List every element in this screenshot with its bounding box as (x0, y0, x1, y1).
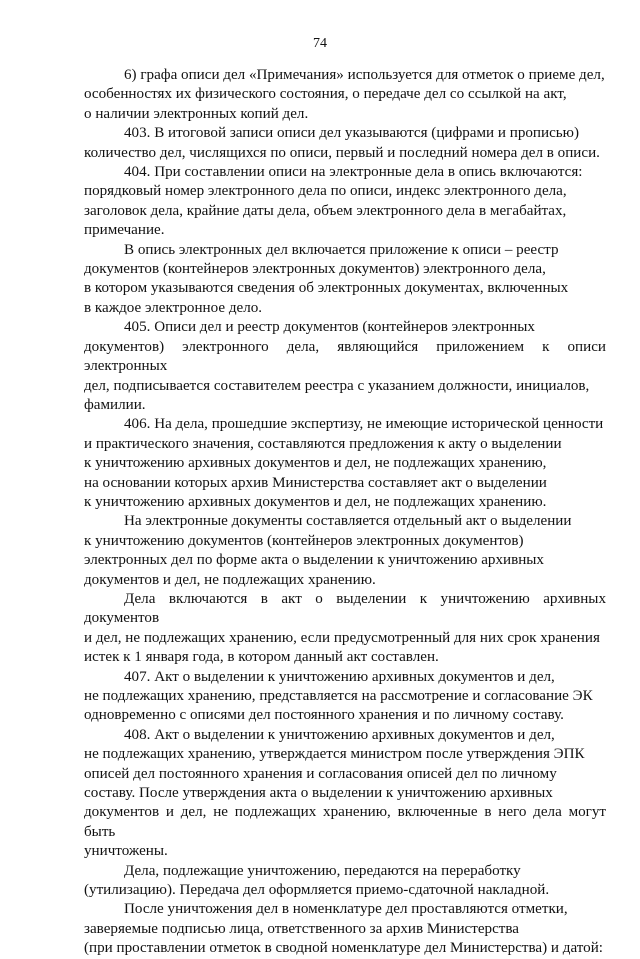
paragraph-406-inclusion: Дела включаются в акт о выделении к уничтожению архивных документов и дел, не подлежащих хранению, если предусмотренный для них срок хранения истек к 1 января года, в котором данный акт составлен. (84, 590, 606, 666)
paragraph-404: 404. При составлении описи на электронные дела в опись включаются: порядковый номер электронного дела по описи, индекс электронного дела, заголовок дела, крайние даты дела, объем электронного дела в мегабайтах, примечание. (84, 164, 583, 239)
paragraph-404-registry: В опись электронных дел включается приложение к описи – реестр документов (контейнеров электронных документов) электронного дела, в котором указываются сведения об электронных документах, включенных в каждое электронное дело. (84, 241, 569, 316)
document-body (84, 66, 606, 959)
paragraph-405: 405. Описи дел и реестр документов (контейнеров электронных документов) электронного дела, являющийся приложением к описи электронных дел, подписывается составителем реестра с указанием должности, инициалов, фамилии. (84, 319, 606, 413)
paragraph-408-marks: После уничтожения дел в номенклатуре дел проставляются отметки, заверяемые подписью лица, ответственного за архив Министерства (при проставлении отметок в сводной номенклатуре дел Министерства) и датой: (84, 901, 603, 957)
paragraph-407: 407. Акт о выделении к уничтожению архивных документов и дел, не подлежащих хранению, представляется на рассмотрение и согласование ЭК одновременно с описями дел постоянного хранения и по личному составу. (84, 668, 593, 724)
paragraph-403: 403. В итоговой записи описи дел указываются (цифрами и прописью) количество дел, числящихся по описи, первый и последний номера дел в описи. (84, 125, 600, 161)
page-number: 74 (313, 36, 327, 51)
paragraph-406-electronic: На электронные документы составляется отдельный акт о выделении к уничтожению документов (контейнеров электронных документов) электронных дел по форме акта о выделении к уничтожению архивных документов и дел, не подлежащих хранению. (84, 513, 572, 588)
paragraph-408-transfer: Дела, подлежащие уничтожению, передаются на переработку (утилизацию). Передача дел оформляется приемо-сдаточной накладной. (84, 862, 550, 899)
paragraph-406: 406. На дела, прошедшие экспертизу, не имеющие исторической ценности и практического значения, составляются предложения к акту о выделении к уничтожению архивных документов и дел, не подлежащих хранению, на основании которых архив Министерства составляет акт о выделении к уничтожению архивных документов и дел, не подлежащих хранению. (84, 416, 604, 510)
paragraph-408: 408. Акт о выделении к уничтожению архивных документов и дел, не подлежащих хранению, утверждается министром после утверждения ЭПК описей дел постоянного хранения и согласования описей дел по личному составу. После утверждения акта о выделении к уничтожению архивных документов и дел, не подлежащих хранению, включенные в него дела могут быть уничтожены. (84, 726, 606, 860)
paragraph-6b: 6) графа описи дел «Примечания» используется для отметок о приеме дел, особенностях их физического состояния, о передаче дел со ссылкой на акт, о наличии электронных копий дел. (84, 67, 605, 122)
